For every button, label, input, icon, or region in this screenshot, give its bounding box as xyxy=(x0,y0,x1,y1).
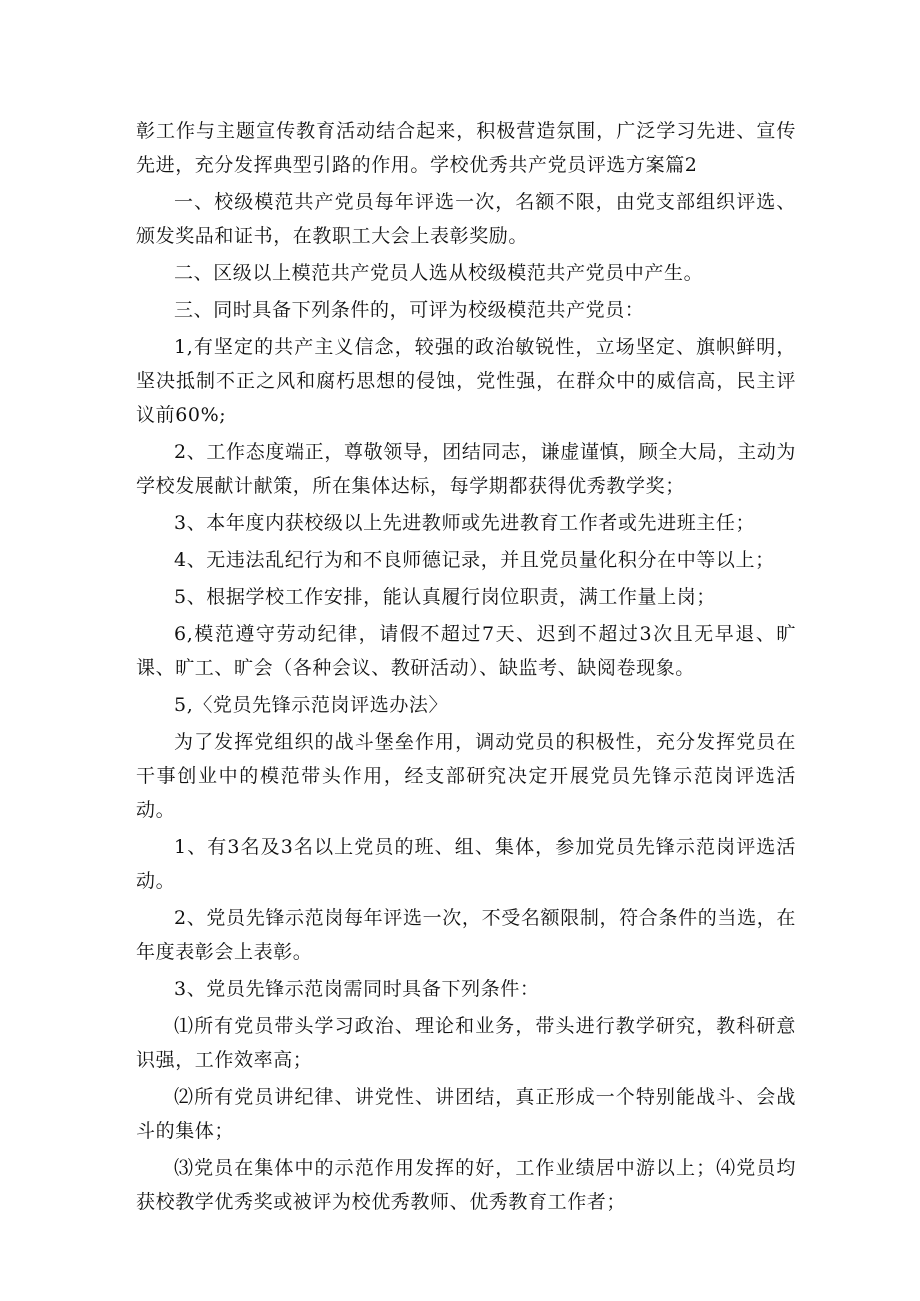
paragraph-item-1: 1、有3名及3名以上党员的班、组、集体，参加党员先锋示范岗评选活动。 xyxy=(136,836,796,892)
paragraph-rule-1: 一、校级模范共产党员每年评选一次，名额不限，由党支部组织评选、颁发奖品和证书，在教职工大会上表彰奖励。 xyxy=(136,191,796,247)
paragraph-condition-2: 2、工作态度端正，尊敬领导，团结同志，谦虚谨慎，顾全大局，主动为学校发展献计献策，所在集体达标，每学期都获得优秀教学奖； xyxy=(136,441,796,497)
paragraph-sub-1: ⑴所有党员带头学习政治、理论和业务，带头进行教学研究，教科研意识强，工作效率高； xyxy=(136,1015,796,1071)
paragraph-condition-4: 4、无违法乱纪行为和不良师德记录，并且党员量化积分在中等以上； xyxy=(174,549,775,571)
paragraph-item-2: 2、党员先锋示范岗每年评选一次，不受名额限制，符合条件的当选，在年度表彰会上表彰。 xyxy=(136,907,796,963)
paragraph-rule-3: 三、同时具备下列条件的，可评为校级模范共产党员： xyxy=(174,299,645,321)
section-heading: 5,〈党员先锋示范岗评选办法〉 xyxy=(174,694,449,716)
document-body xyxy=(136,114,796,1222)
paragraph-sub-2: ⑵所有党员讲纪律、讲党性、讲团结，真正形成一个特别能战斗、会战斗的集体； xyxy=(136,1086,796,1142)
paragraph-condition-6: 6,模范遵守劳动纪律，请假不超过7天、迟到不超过3次且无早退、旷课、旷工、旷会（各种会议、教研活动）、缺监考、缺阅卷现象。 xyxy=(136,623,796,679)
paragraph-condition-5: 5、根据学校工作安排，能认真履行岗位职责，满工作量上岗； xyxy=(174,586,716,608)
paragraph-item-3: 3、党员先锋示范岗需同时具备下列条件： xyxy=(174,978,540,1000)
paragraph-condition-1: 1,有坚定的共产主义信念，较强的政治敏锐性，立场坚定、旗帜鲜明，坚决抵制不正之风和腐朽思想的侵蚀，党性强，在群众中的威信高，民主评议前60%; xyxy=(136,336,796,426)
paragraph-condition-3: 3、本年度内获校级以上先进教师或先进教育工作者或先进班主任； xyxy=(174,512,756,534)
paragraph-rule-2: 二、区级以上模范共产党员人选从校级模范共产党员中产生。 xyxy=(174,262,704,284)
paragraph-intro: 彰工作与主题宣传教育活动结合起来，积极营造氛围，广泛学习先进、宣传先进，充分发挥典型引路的作用。学校优秀共产党员评选方案篇2 xyxy=(136,120,796,176)
paragraph-purpose: 为了发挥党组织的战斗堡垒作用，调动党员的积极性，充分发挥党员在干事创业中的模范带头作用，经支部研究决定开展党员先锋示范岗评选活动。 xyxy=(136,731,796,821)
paragraph-sub-3-4: ⑶党员在集体中的示范作用发挥的好，工作业绩居中游以上；⑷党员均获校教学优秀奖或被评为校优秀教师、优秀教育工作者； xyxy=(136,1157,796,1213)
